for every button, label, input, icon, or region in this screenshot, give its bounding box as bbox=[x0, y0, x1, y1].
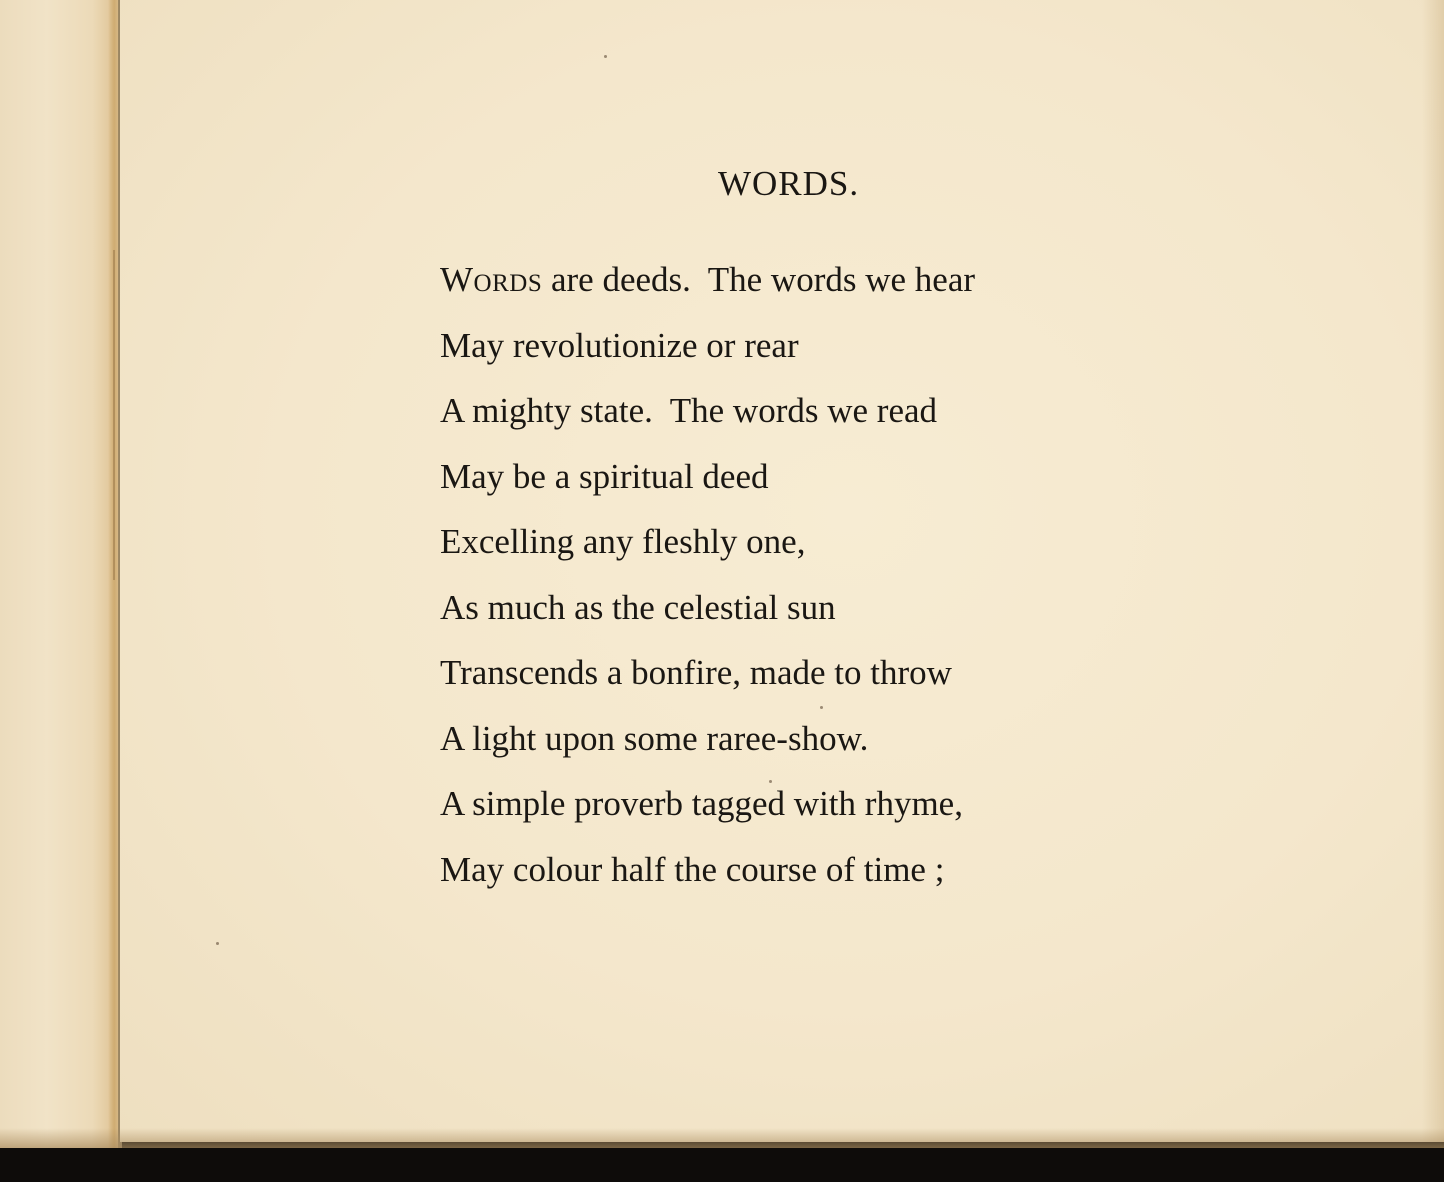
poem-line bbox=[440, 320, 975, 386]
gutter-crease bbox=[113, 250, 115, 580]
poem-line bbox=[440, 844, 975, 910]
poem-line bbox=[440, 516, 975, 582]
paper-speck bbox=[769, 780, 772, 783]
poem-line-text: Transcends a bonfire, made to throw bbox=[440, 653, 952, 692]
paper-speck bbox=[216, 942, 219, 945]
poem-line-text: May revolutionize or rear bbox=[440, 325, 799, 365]
poem-line-text: A simple proverb tagged with rhyme, bbox=[440, 784, 963, 823]
poem-line-text: As much as the celestial sun bbox=[440, 587, 836, 627]
poem-line-text: May be a spiritual deed bbox=[440, 456, 769, 496]
page-right-edge bbox=[1422, 0, 1444, 1142]
poem-body bbox=[440, 254, 975, 909]
poem-line bbox=[440, 647, 975, 713]
left-page-margin bbox=[0, 0, 118, 1150]
poem-title: WORDS. bbox=[718, 164, 860, 203]
poem-line bbox=[440, 778, 975, 844]
paper-speck bbox=[820, 706, 823, 709]
scan-shadow-band bbox=[0, 1148, 1444, 1182]
reverse-page-show-through bbox=[330, 40, 1230, 105]
poem-line-text: are deeds. The words we hear bbox=[542, 260, 976, 299]
poem-line-text: May colour half the course of time ; bbox=[440, 849, 945, 889]
poem-line-lead: Words bbox=[440, 260, 543, 299]
poem-line-text: A light upon some raree-show. bbox=[440, 718, 869, 758]
poem-line-text: A mighty state. The words we read bbox=[440, 391, 938, 430]
poem-line bbox=[440, 451, 975, 517]
poem-line bbox=[440, 582, 975, 648]
poem-line bbox=[440, 713, 975, 779]
page-bottom-edge bbox=[0, 1128, 1444, 1148]
poem-line-text: Excelling any fleshly one, bbox=[440, 522, 806, 561]
poem-line bbox=[440, 254, 975, 320]
poem-line bbox=[440, 385, 975, 451]
paper-speck bbox=[604, 55, 607, 58]
